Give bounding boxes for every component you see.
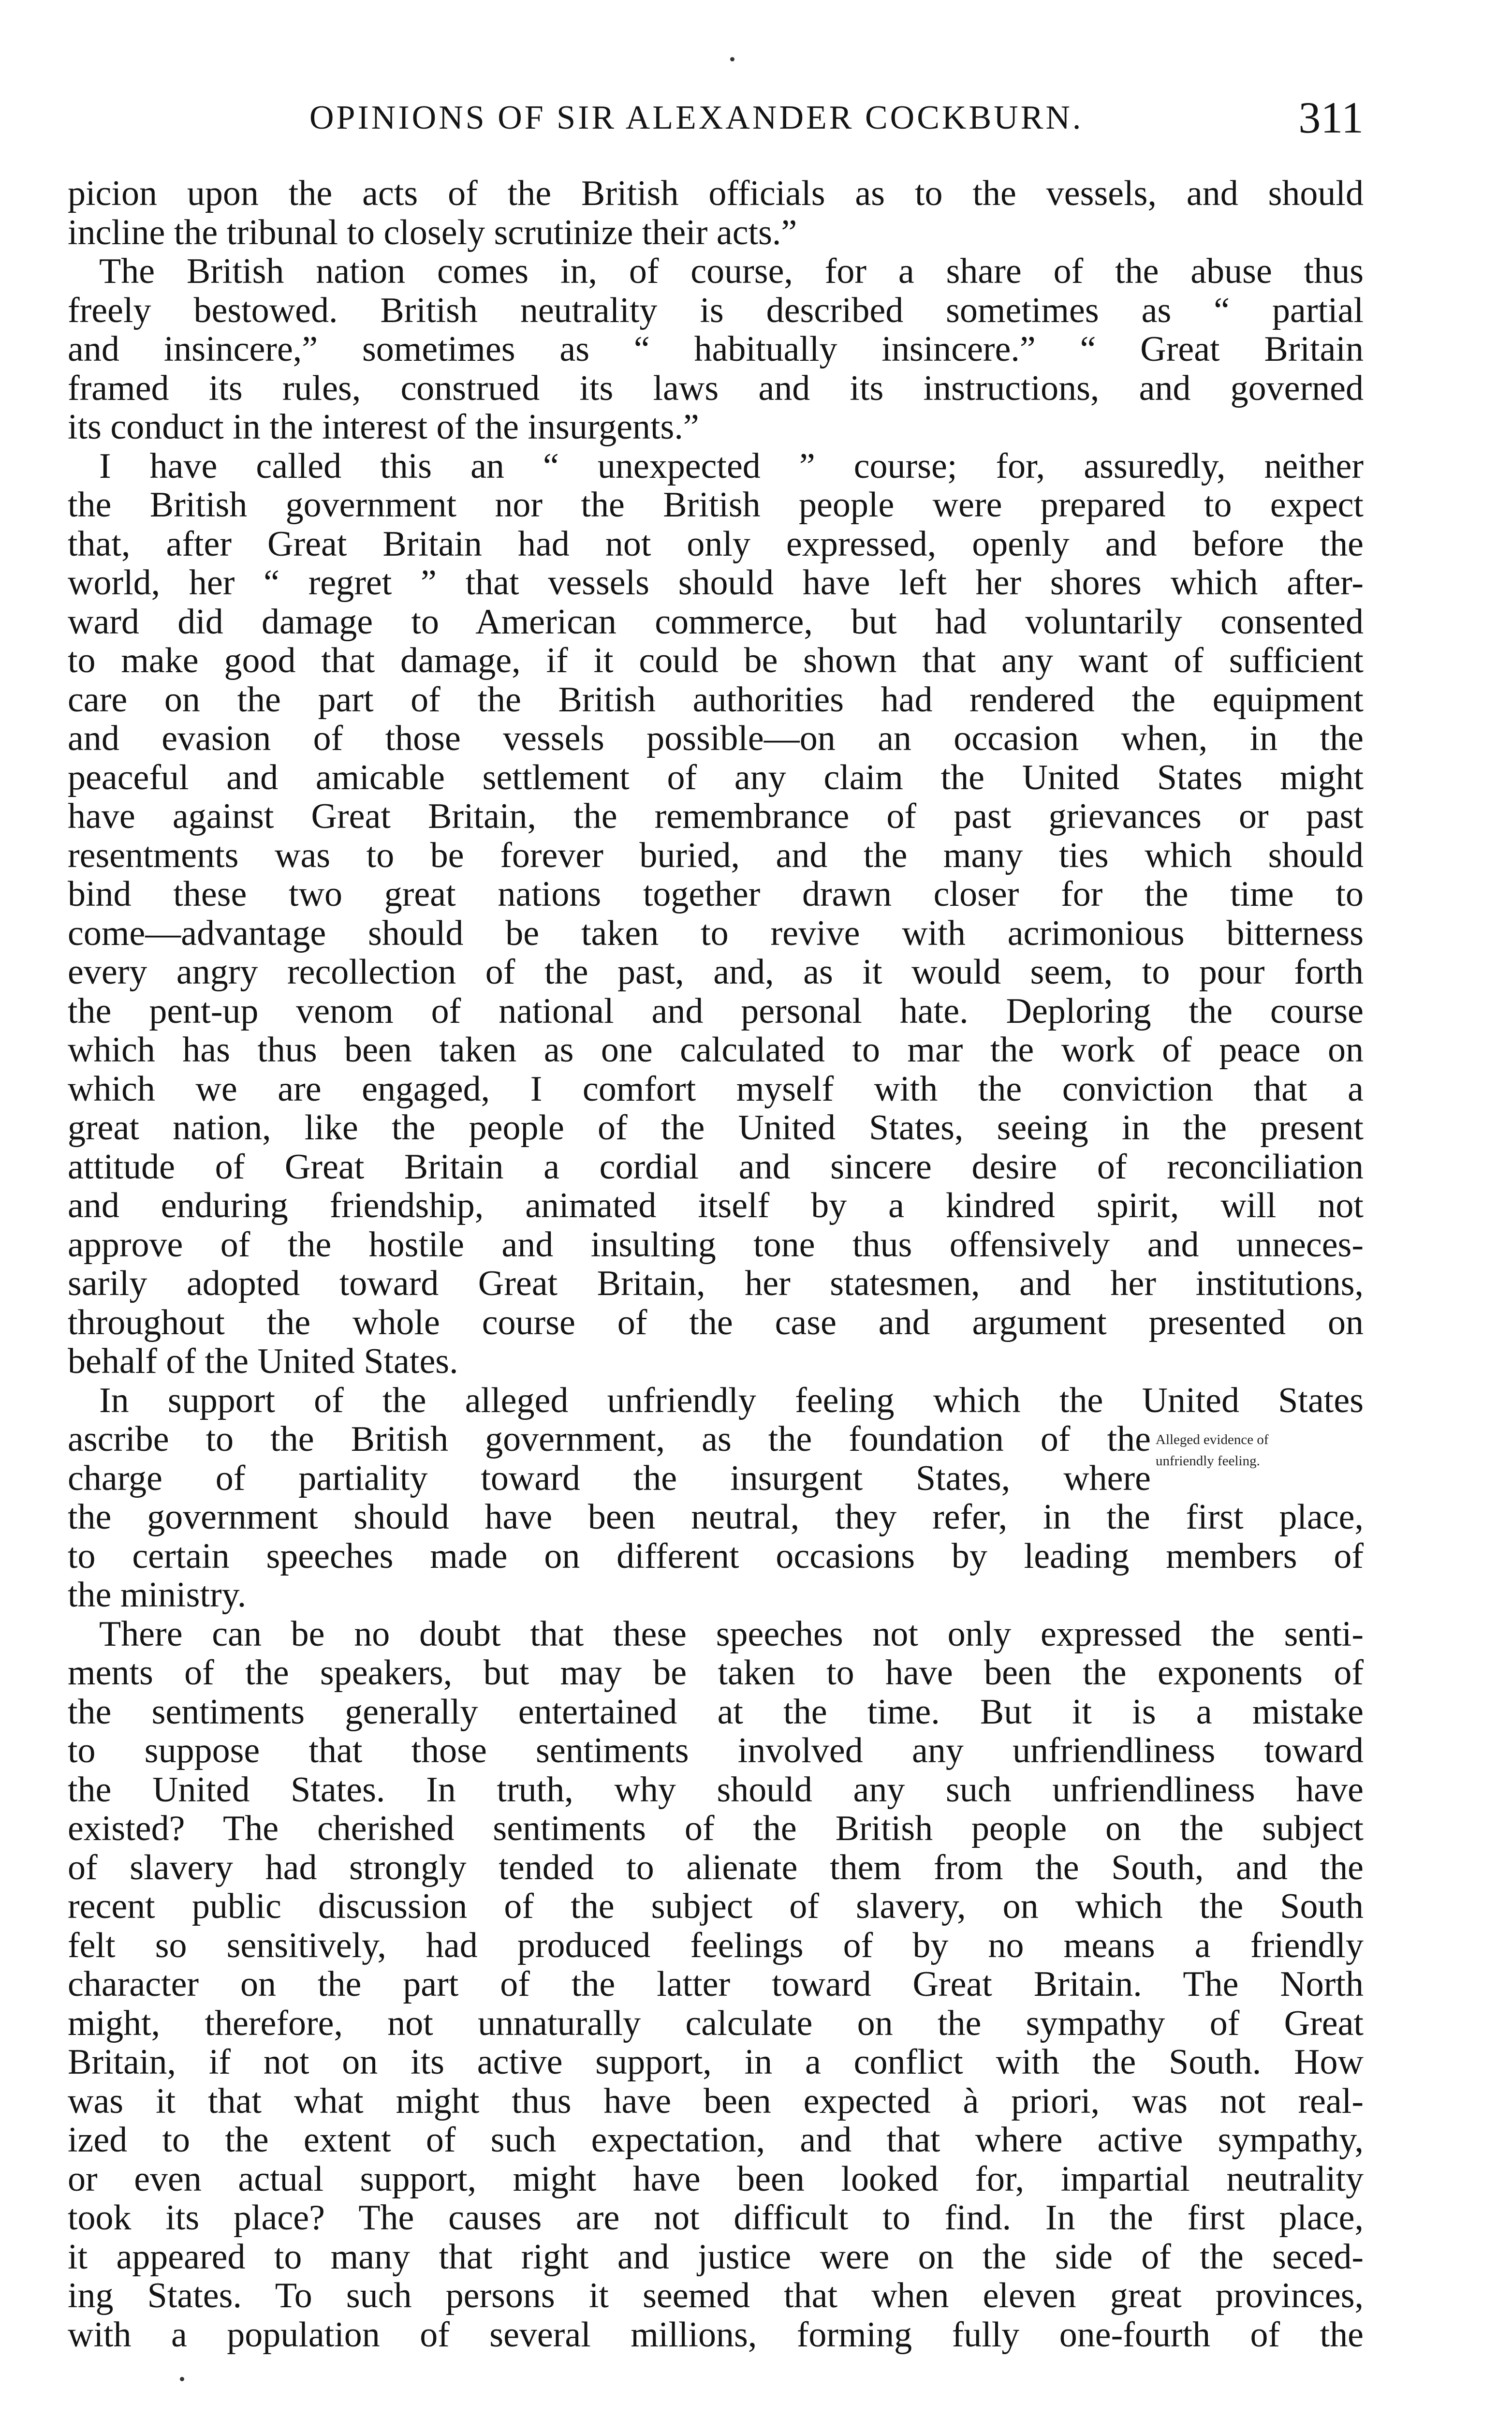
running-head bbox=[68, 92, 1364, 145]
text-line: peaceful and amicable settlement of any claim the United States might bbox=[68, 758, 1364, 797]
text-line: that, after Great Britain had not only expressed, openly and before the bbox=[68, 524, 1364, 563]
text-line: In support of the alleged unfriendly feeling which the United States bbox=[99, 1381, 1364, 1420]
text-line: the United States. In truth, why should any such unfriendliness have bbox=[68, 1770, 1364, 1809]
text-line: framed its rules, construed its laws and its instructions, and governed bbox=[68, 369, 1364, 408]
text-line: charge of partiality toward the insurgent States, where bbox=[68, 1459, 1151, 1498]
margin-note-line: Alleged evidence of bbox=[1156, 1432, 1269, 1447]
text-line: approve of the hostile and insulting tone thus offensively and unneces- bbox=[68, 1225, 1364, 1264]
text-line: come—advantage should be taken to revive with acrimonious bitterness bbox=[68, 914, 1364, 953]
text-line: The British nation comes in, of course, for a share of the abuse thus bbox=[99, 252, 1364, 291]
margin-note-line: unfriendly feeling. bbox=[1156, 1453, 1260, 1469]
text-line: and insincere,” sometimes as “ habitually insincere.” “ Great Britain bbox=[68, 330, 1364, 369]
text-line: the British government nor the British people were prepared to expect bbox=[68, 486, 1364, 525]
text-line: which we are engaged, I comfort myself with the conviction that a bbox=[68, 1069, 1364, 1108]
text-line: took its place? The causes are not difficult to find. In the first place, bbox=[68, 2198, 1364, 2238]
text-line: care on the part of the British authorities had rendered the equipment bbox=[68, 680, 1364, 719]
text-line: felt so sensitively, had produced feelings of by no means a friendly bbox=[68, 1926, 1364, 1965]
text-line: existed? The cherished sentiments of the British people on the subject bbox=[68, 1809, 1364, 1848]
text-line: have against Great Britain, the remembrance of past grievances or past bbox=[68, 797, 1364, 836]
text-line: behalf of the United States. bbox=[68, 1342, 458, 1381]
print-speck bbox=[730, 57, 734, 61]
text-line: ing States. To such persons it seemed that when eleven great provinces, bbox=[68, 2276, 1364, 2315]
text-line: with a population of several millions, forming fully one-fourth of the bbox=[68, 2315, 1364, 2354]
margin-note bbox=[1156, 1429, 1364, 1472]
text-line: throughout the whole course of the case and argument presented on bbox=[68, 1303, 1364, 1342]
text-line: and evasion of those vessels possible—on an occasion when, in the bbox=[68, 719, 1364, 758]
text-line: character on the part of the latter toward Great Britain. The North bbox=[68, 1965, 1364, 2004]
text-line: the pent-up venom of national and personal hate. Deploring the course bbox=[68, 991, 1364, 1031]
text-line: picion upon the acts of the British officials as to the vessels, and should bbox=[68, 174, 1364, 213]
text-line: every angry recollection of the past, and, as it would seem, to pour forth bbox=[68, 953, 1364, 992]
text-line: the government should have been neutral, they refer, in the first place, bbox=[68, 1498, 1364, 1537]
text-line: of slavery had strongly tended to alienate them from the South, and the bbox=[68, 1848, 1364, 1887]
text-line: bind these two great nations together drawn closer for the time to bbox=[68, 875, 1364, 914]
text-line: I have called this an “ unexpected ” course; for, assuredly, neither bbox=[99, 446, 1364, 486]
body-text bbox=[68, 174, 1364, 2393]
text-line: ments of the speakers, but may be taken to have been the exponents of bbox=[68, 1653, 1364, 1693]
text-line: ward did damage to American commerce, but had voluntarily consented bbox=[68, 602, 1364, 641]
text-line: ized to the extent of such expectation, and that where active sympathy, bbox=[68, 2121, 1364, 2160]
text-line: its conduct in the interest of the insurgents.” bbox=[68, 408, 699, 447]
text-line: freely bestowed. British neutrality is described sometimes as “ partial bbox=[68, 291, 1364, 330]
running-title: OPINIONS OF SIR ALEXANDER COCKBURN. bbox=[309, 99, 1084, 136]
text-line: to certain speeches made on different occasions by leading members of bbox=[68, 1536, 1364, 1576]
text-line: it appeared to many that right and justice were on the side of the seced- bbox=[68, 2237, 1364, 2276]
print-speck bbox=[180, 2377, 184, 2381]
text-line: the ministry. bbox=[68, 1576, 247, 1615]
text-line: recent public discussion of the subject of slavery, on which the South bbox=[68, 1887, 1364, 1926]
text-line: attitude of Great Britain a cordial and sincere desire of reconciliation bbox=[68, 1147, 1364, 1186]
text-line: resentments was to be forever buried, and the many ties which should bbox=[68, 836, 1364, 875]
text-line: There can be no doubt that these speeches not only expressed the senti- bbox=[99, 1614, 1364, 1653]
text-line: might, therefore, not unnaturally calculate on the sympathy of Great bbox=[68, 2004, 1364, 2043]
text-line: Britain, if not on its active support, in a conflict with the South. How bbox=[68, 2043, 1364, 2082]
text-line: to make good that damage, if it could be shown that any want of sufficient bbox=[68, 641, 1364, 680]
page-number: 311 bbox=[1298, 93, 1364, 142]
text-line: was it that what might thus have been expected à priori, was not real- bbox=[68, 2081, 1364, 2121]
text-line: great nation, like the people of the United States, seeing in the present bbox=[68, 1108, 1364, 1148]
text-line: sarily adopted toward Great Britain, her statesmen, and her institutions, bbox=[68, 1264, 1364, 1303]
text-line: which has thus been taken as one calculated to mar the work of peace on bbox=[68, 1031, 1364, 1070]
text-line: incline the tribunal to closely scrutinize their acts.” bbox=[68, 213, 797, 252]
text-line: world, her “ regret ” that vessels should have left her shores which after- bbox=[68, 563, 1364, 603]
text-line: ascribe to the British government, as the foundation of the bbox=[68, 1420, 1151, 1459]
text-line: to suppose that those sentiments involved any unfriendliness toward bbox=[68, 1731, 1364, 1770]
text-line: the sentiments generally entertained at the time. But it is a mistake bbox=[68, 1692, 1364, 1731]
text-line: and enduring friendship, animated itself by a kindred spirit, will not bbox=[68, 1186, 1364, 1225]
text-line bbox=[68, 2354, 1364, 2393]
text-line: or even actual support, might have been looked for, impartial neutrality bbox=[68, 2159, 1364, 2198]
